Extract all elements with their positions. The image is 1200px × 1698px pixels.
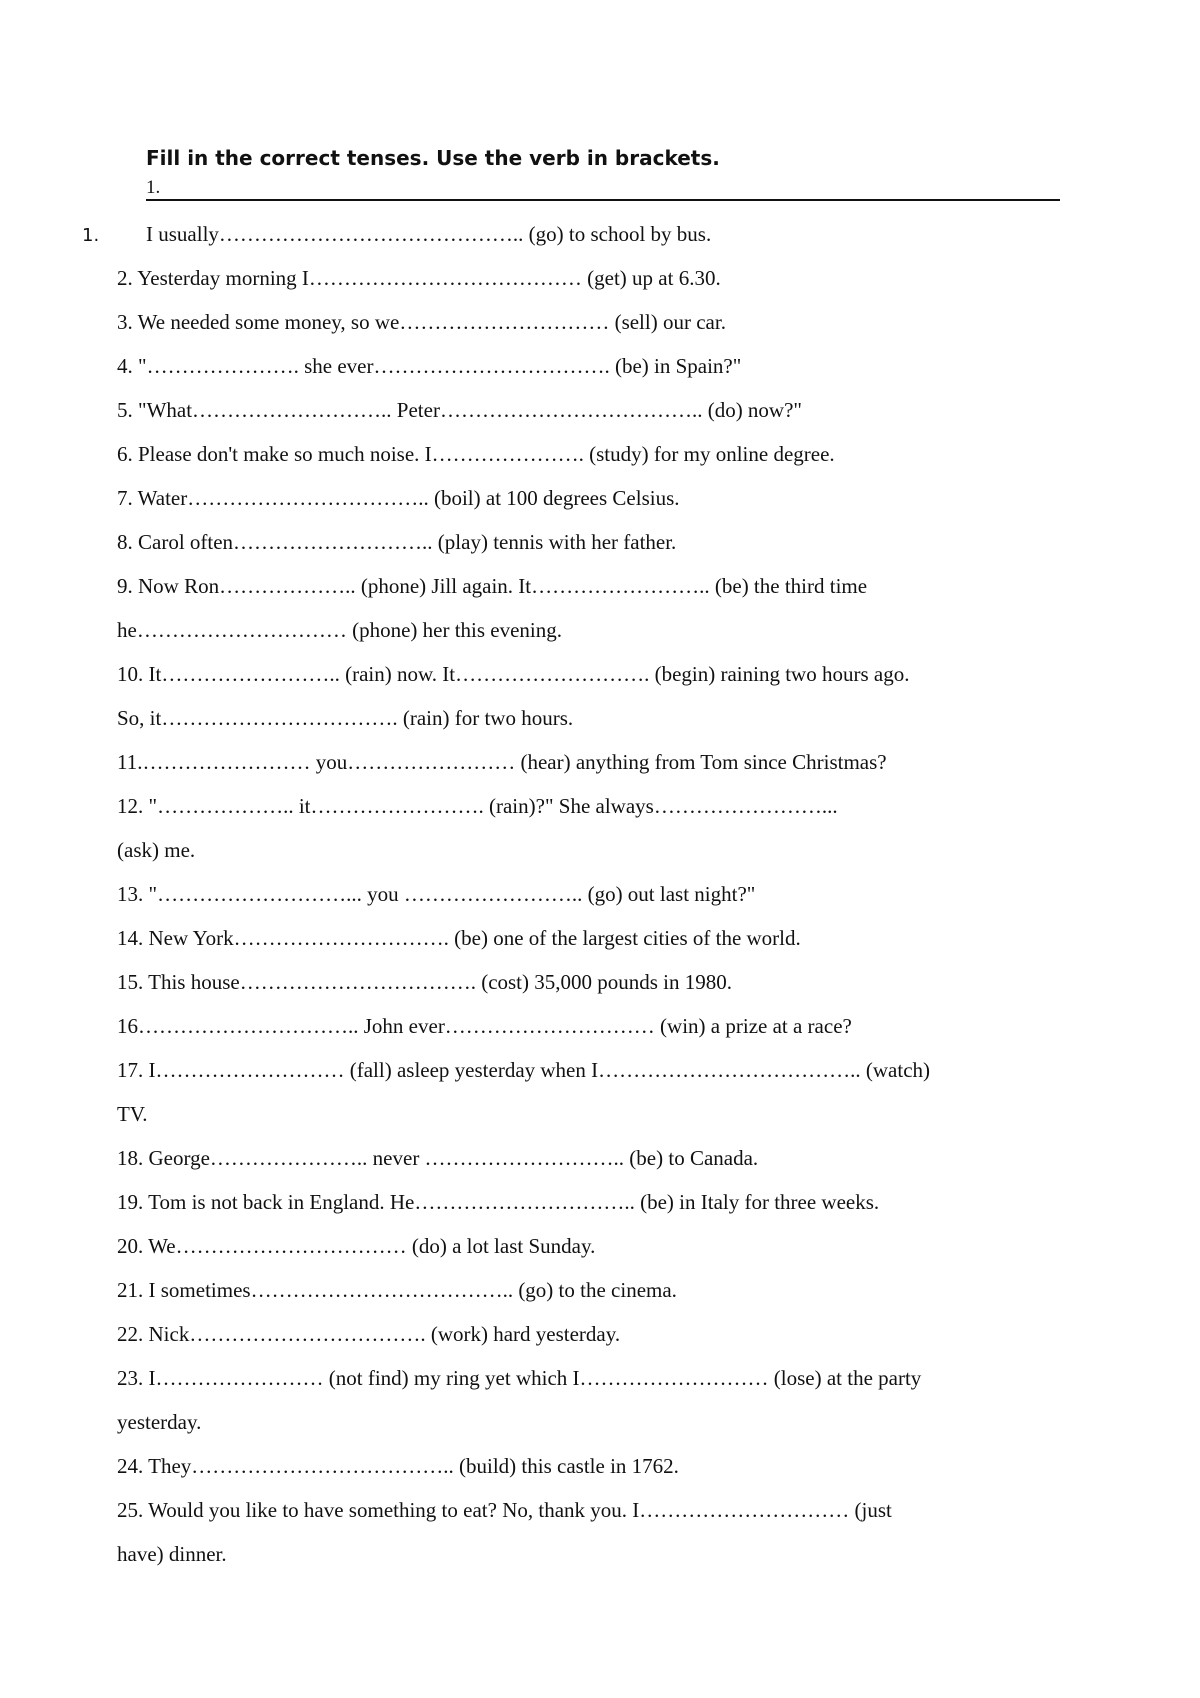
exercise-line: 19. Tom is not back in England. He………………………….. (be) in Italy for three weeks. [117, 1190, 880, 1214]
exercise-line: 10. It…………………….. (rain) now. It………………………. (begin) raining two hours ago. [117, 662, 910, 686]
exercise-line: 22. Nick……………………………. (work) hard yesterday. [117, 1322, 621, 1346]
exercise-line: TV. [117, 1102, 148, 1126]
exercise-line: 12. "……………….. it……………………. (rain)?" She always……………………... [117, 794, 838, 818]
exercise-line: 16………………………….. John ever………………………… (win) a prize at a race? [117, 1014, 852, 1038]
exercise-line: 14. New York…………………………. (be) one of the largest cities of the world. [117, 926, 801, 950]
exercise-line: 20. We…………………………… (do) a lot last Sunday. [117, 1234, 596, 1258]
section-number: 1. [146, 177, 161, 198]
exercise-line: 15. This house……………………………. (cost) 35,000 pounds in 1980. [117, 970, 733, 994]
exercise-line: 13. "………………………... you …………………….. (go) out last night?" [117, 882, 756, 906]
exercise-line: 23. I…………………… (not find) my ring yet which I……………………… (lose) at the party [117, 1366, 922, 1390]
exercise-line: 4. "…………………. she ever……………………………. (be) in Spain?" [117, 354, 742, 378]
exercise-line: 9. Now Ron……………….. (phone) Jill again. It…………………….. (be) the third time [117, 574, 868, 598]
exercise-line: 3. We needed some money, so we………………………… (sell) our car. [117, 310, 726, 334]
exercise-line: yesterday. [117, 1410, 202, 1434]
exercise-line: 24. They……………………………….. (build) this castle in 1762. [117, 1454, 679, 1478]
exercise-line: 6. Please don't make so much noise. I…………………. (study) for my online degree. [117, 442, 835, 466]
worksheet-title: Fill in the correct tenses. Use the verb in brackets. [146, 146, 720, 170]
exercise-line: 18. George………………….. never ……………………….. (be) to Canada. [117, 1146, 759, 1170]
exercise-line: 5. "What……………………….. Peter……………………………….. (do) now?" [117, 398, 802, 422]
exercise-line: 21. I sometimes……………………………….. (go) to the cinema. [117, 1278, 677, 1302]
exercise-line: 2. Yesterday morning I………………………………… (get) up at 6.30. [117, 266, 721, 290]
exercise-line: I usually…………………………………….. (go) to school by bus. [146, 222, 712, 246]
exercise-line: 17. I……………………… (fall) asleep yesterday when I……………………………….. (watch) [117, 1058, 931, 1082]
exercise-line: So, it……………………………. (rain) for two hours. [117, 706, 574, 730]
exercise-line: 25. Would you like to have something to eat? No, thank you. I………………………… (just [117, 1498, 892, 1522]
exercise-line: have) dinner. [117, 1542, 227, 1566]
exercise-line: 7. Water…………………………….. (boil) at 100 degrees Celsius. [117, 486, 680, 510]
exercise-line: 8. Carol often……………………….. (play) tennis with her father. [117, 530, 677, 554]
exercise-line: 11.…………………… you…………………… (hear) anything from Tom since Christmas? [117, 750, 887, 774]
exercise-line: (ask) me. [117, 838, 196, 862]
exercise-line: he………………………… (phone) her this evening. [117, 618, 563, 642]
list-marker: 1. [82, 225, 100, 246]
